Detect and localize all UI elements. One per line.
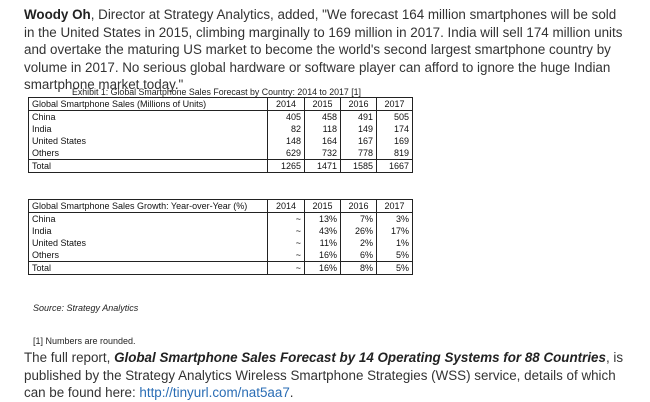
- table-header-cell: 2016: [341, 98, 377, 111]
- table-cell: 174: [377, 123, 413, 135]
- table-cell: 26%: [341, 225, 377, 237]
- table-cell: ~: [268, 225, 305, 237]
- table-cell: 2%: [341, 237, 377, 249]
- table-cell: ~: [268, 213, 305, 226]
- table-cell: ~: [268, 249, 305, 262]
- table-header-cell: Global Smartphone Sales Growth: Year-over-Year (%): [29, 200, 268, 213]
- table-cell: United States: [29, 237, 268, 249]
- table-cell: India: [29, 225, 268, 237]
- table-cell: 149: [341, 123, 377, 135]
- table-cell: China: [29, 111, 268, 124]
- table-cell: 13%: [305, 213, 341, 226]
- sales-growth-table: [28, 199, 413, 275]
- table-cell: ~: [268, 237, 305, 249]
- table-total-row: [29, 262, 413, 275]
- table-cell: 629: [268, 147, 305, 160]
- table-row: [29, 135, 413, 147]
- sales-forecast-table: [28, 97, 413, 173]
- table-cell: 7%: [341, 213, 377, 226]
- table-cell: 1471: [305, 160, 341, 173]
- table-cell: 458: [305, 111, 341, 124]
- table-row: [29, 225, 413, 237]
- closing-prefix: The full report,: [24, 350, 115, 365]
- table-cell: 3%: [377, 213, 413, 226]
- table-cell: 169: [377, 135, 413, 147]
- table-cell: 1265: [268, 160, 305, 173]
- table-total-row: [29, 160, 413, 173]
- table-cell: 505: [377, 111, 413, 124]
- closing-middle: , is published by the Strategy Analytics Wireless Smartphone Strategies (WSS) service, details of which can be found here:: [24, 350, 624, 400]
- table-cell: 148: [268, 135, 305, 147]
- table-cell: 167: [341, 135, 377, 147]
- table-cell: 11%: [305, 237, 341, 249]
- table-cell: United States: [29, 135, 268, 147]
- table-cell: Total: [29, 262, 268, 275]
- table-cell: China: [29, 213, 268, 226]
- table-header-cell: 2014: [268, 200, 305, 213]
- table-cell: 1667: [377, 160, 413, 173]
- table-cell: Others: [29, 249, 268, 262]
- table-row: [29, 249, 413, 262]
- table-cell: 16%: [305, 249, 341, 262]
- table-row: [29, 123, 413, 135]
- intro-paragraph: [24, 6, 630, 94]
- table-header-cell: 2015: [305, 98, 341, 111]
- table-cell: 405: [268, 111, 305, 124]
- table-header-cell: 2016: [341, 200, 377, 213]
- table-cell: 6%: [341, 249, 377, 262]
- table-cell: ~: [268, 262, 305, 275]
- exhibit-caption: Exhibit 1: Global Smartphone Sales Forecast by Country: 2014 to 2017 [1]: [72, 87, 361, 97]
- table-cell: Total: [29, 160, 268, 173]
- table-header-cell: Global Smartphone Sales (Millions of Units): [29, 98, 268, 111]
- report-link[interactable]: http://tinyurl.com/nat5aa7: [139, 385, 290, 400]
- table-cell: India: [29, 123, 268, 135]
- table-cell: 164: [305, 135, 341, 147]
- speaker-name: Woody Oh: [24, 7, 91, 22]
- source-note: Source: Strategy Analytics: [33, 303, 139, 313]
- table-header-row: [29, 98, 413, 111]
- table-cell: 5%: [377, 262, 413, 275]
- table-row: [29, 213, 413, 226]
- table-cell: 1%: [377, 237, 413, 249]
- table-header-cell: 2017: [377, 200, 413, 213]
- table-cell: 43%: [305, 225, 341, 237]
- table-cell: 819: [377, 147, 413, 160]
- closing-suffix: .: [289, 385, 294, 400]
- table-row: [29, 237, 413, 249]
- table-header-cell: 2014: [268, 98, 305, 111]
- table-cell: 8%: [341, 262, 377, 275]
- closing-paragraph: [24, 349, 634, 402]
- table-cell: 16%: [305, 262, 341, 275]
- table-cell: 491: [341, 111, 377, 124]
- table-header-row: [29, 200, 413, 213]
- intro-text: , Director at Strategy Analytics, added, "We forecast 164 million smartphones will be sold in the United States in 2015, climbing marginally to 169 million in 2017. India will sell 174 million units and overtake the maturing US market to become the world's second largest smartphone country by volume in 2017. No serious global hardware or software player can afford to ignore the huge Indian smartphone market today.": [24, 7, 623, 92]
- table-cell: 732: [305, 147, 341, 160]
- table-cell: 118: [305, 123, 341, 135]
- table-cell: 17%: [377, 225, 413, 237]
- table-header-cell: 2015: [305, 200, 341, 213]
- table-cell: 1585: [341, 160, 377, 173]
- report-title: Global Smartphone Sales Forecast by 14 Operating Systems for 88 Countries: [114, 350, 606, 365]
- table-header-cell: 2017: [377, 98, 413, 111]
- table-cell: 778: [341, 147, 377, 160]
- table-cell: Others: [29, 147, 268, 160]
- table-cell: 5%: [377, 249, 413, 262]
- footnote: [1] Numbers are rounded.: [33, 336, 136, 346]
- table-cell: 82: [268, 123, 305, 135]
- table-row: [29, 147, 413, 160]
- table-row: [29, 111, 413, 124]
